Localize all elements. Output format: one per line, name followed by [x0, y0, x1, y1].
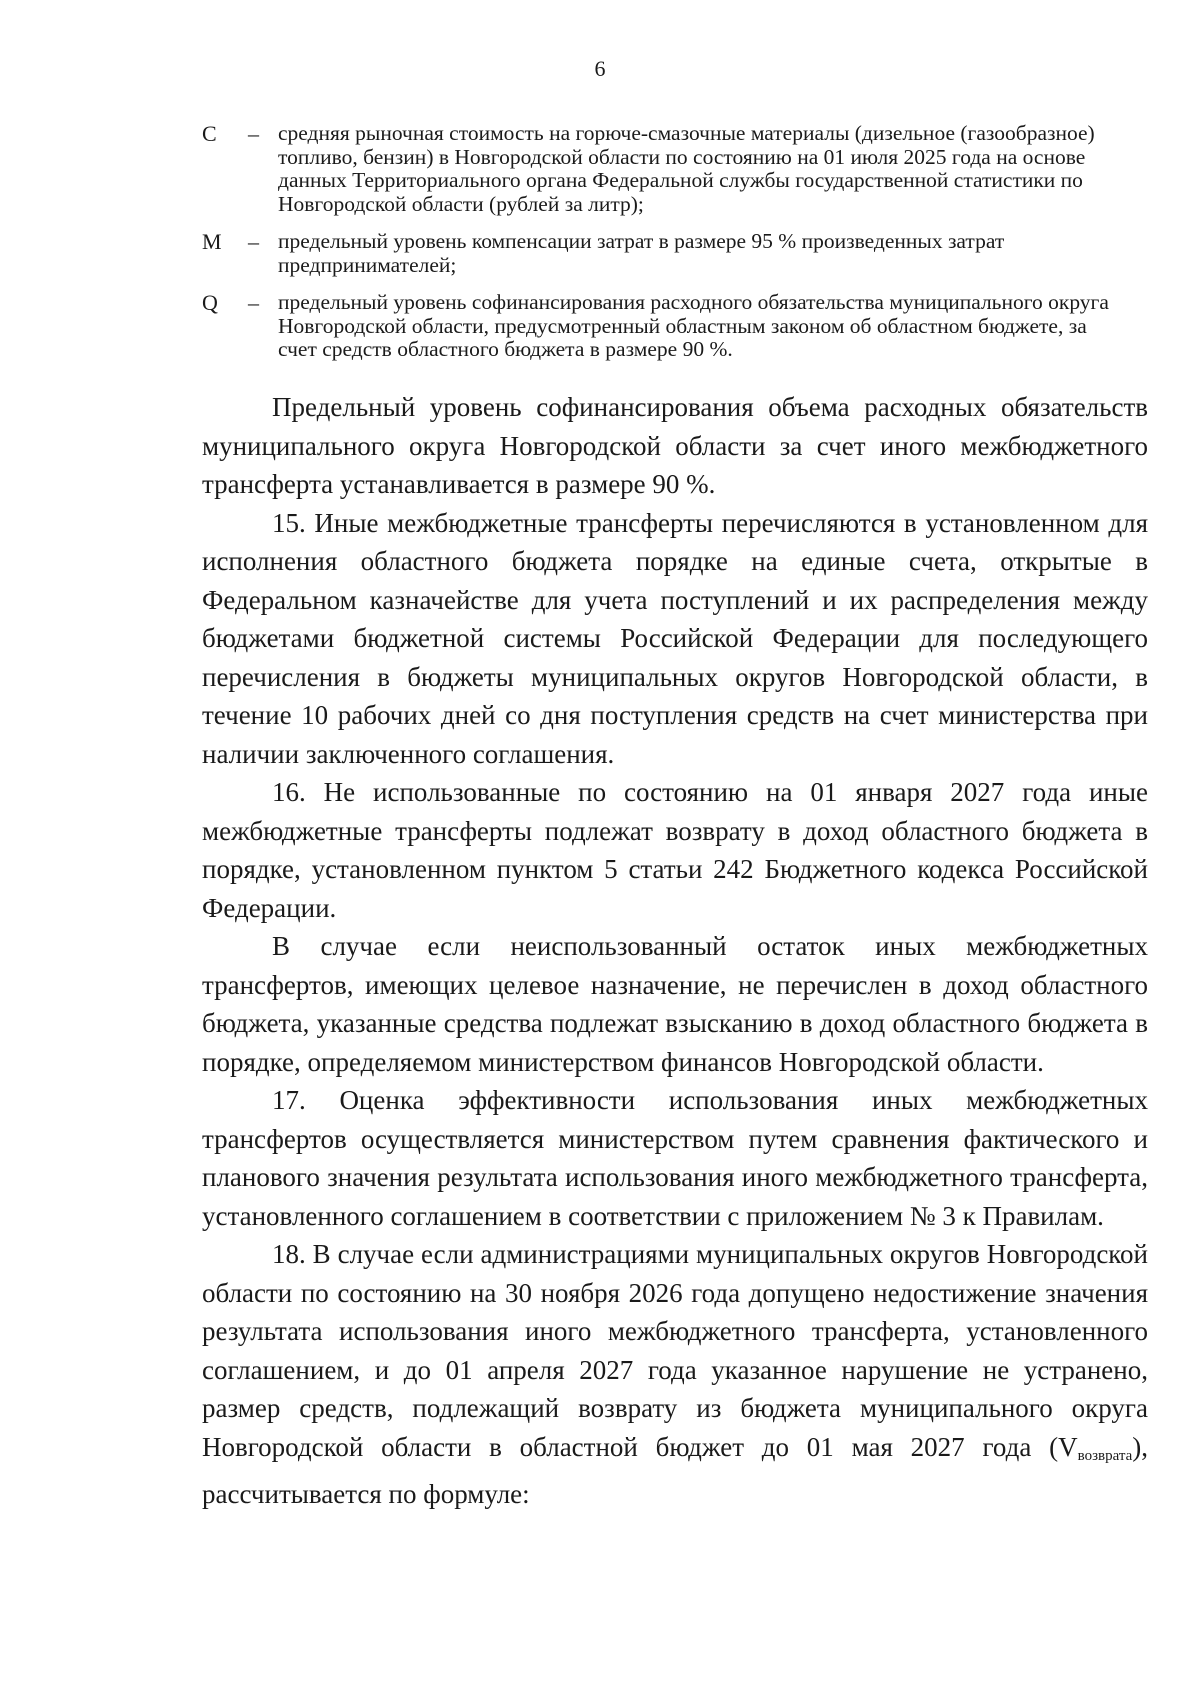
definitions-list: [202, 122, 1122, 376]
definition-row: [202, 122, 1122, 216]
paragraph-unused-balance: В случае если неиспользованный остаток иных межбюджетных трансфертов, имеющих целевое назначение, не перечислен в доход областного бюджета, указанные средства подлежат взысканию в доход областного бюджета в порядке, определяемом министерством финансов Новгородской области.: [202, 931, 1148, 1077]
paragraph-cofinancing-level: Предельный уровень софинансирования объема расходных обязательств муниципального округа Новгородской области за счет иного межбюджетного трансферта устанавливается в размере 90 %.: [202, 392, 1148, 499]
paragraph-16: 16. Не использованные по состоянию на 01 января 2027 года иные межбюджетные трансферты подлежат возврату в доход областного бюджета в порядке, установленном пунктом 5 статьи 242 Бюджетного кодекса Российской Федерации.: [202, 777, 1148, 923]
definition-row: [202, 230, 1122, 277]
variable-v: V: [1058, 1431, 1078, 1462]
paragraph-18: [202, 1235, 1148, 1514]
paragraph-18-text-after: ), рассчитывается по формуле:: [202, 1431, 1148, 1509]
document-body: [202, 388, 1148, 1514]
page-number: 6: [594, 56, 606, 81]
paragraph-15: 15. Иные межбюджетные трансферты перечисляются в установленном для исполнения областного бюджета порядке на единые счета, открытые в Федеральном казначействе для учета поступлений и их распределения между бюджетами бюджетной системы Российской Федерации для последующего перечисления в бюджеты муниципальных округов Новгородской области, в течение 10 рабочих дней со дня поступления средств на счет министерства при наличии заключенного соглашения.: [202, 507, 1148, 769]
definition-row: [202, 291, 1122, 362]
definition-symbol: Q: [202, 290, 218, 315]
definition-text: средняя рыночная стоимость на горюче-смазочные материалы (дизельное (газообразное) топливо, бензин) в Новгородской области по состоянию на 01 июля 2025 года на основе данных Территориального органа Федеральной службы государственной статистики по Новгородской области (рублей за литр);: [278, 121, 1095, 216]
paragraph-18-text-before: 18. В случае если администрациями муниципальных округов Новгородской области по состоянию на 30 ноября 2026 года допущено недостижение значения результата использования иного межбюджетного трансферта, установленного соглашением, и до 01 апреля 2027 года указанное нарушение не устранено, размер средств, подлежащий возврату из бюджета муниципального округа Новгородской области в областной бюджет до 01 мая 2027 года (: [202, 1239, 1148, 1462]
definition-symbol: M: [202, 229, 222, 254]
definition-dash: –: [248, 290, 259, 315]
definition-dash: –: [248, 229, 259, 254]
paragraph-17: 17. Оценка эффективности использования иных межбюджетных трансфертов осуществляется министерством путем сравнения фактического и планового значения результата использования иного межбюджетного трансферта, установленного соглашением в соответствии с приложением № 3 к Правилам.: [202, 1085, 1148, 1231]
definition-symbol: C: [202, 121, 217, 146]
definition-text: предельный уровень компенсации затрат в размере 95 % произведенных затрат предпринимателей;: [278, 229, 1005, 277]
variable-subscript: возврата: [1077, 1447, 1133, 1464]
definition-text: предельный уровень софинансирования расходного обязательства муниципального округа Новгородской области, предусмотренный областным законом об областном бюджете, за счет средств областного бюджета в размере 90 %.: [278, 290, 1109, 361]
definition-dash: –: [248, 121, 259, 146]
